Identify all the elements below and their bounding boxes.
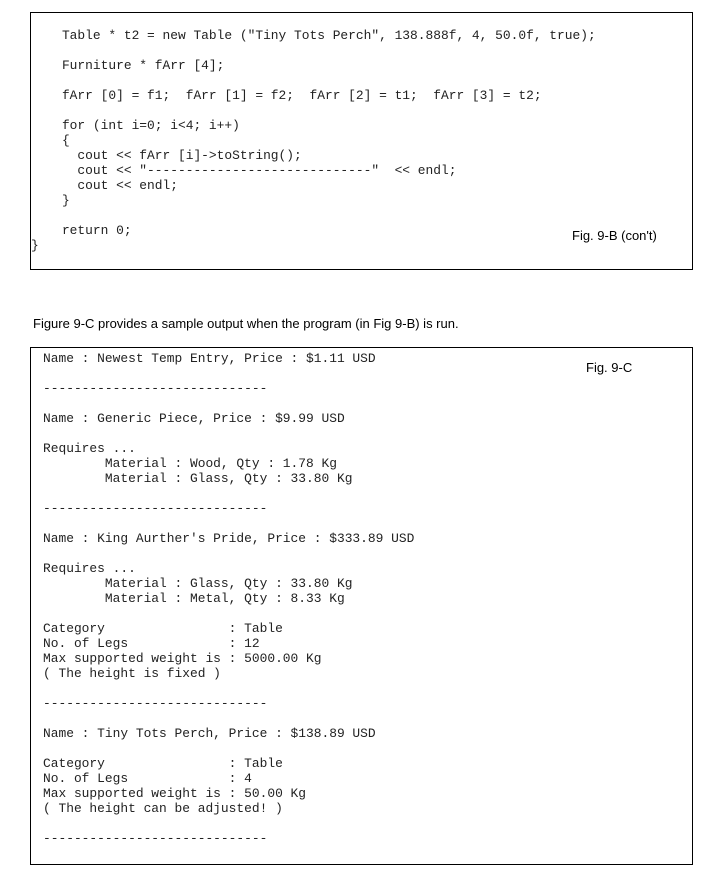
fig-c-line: ( The height can be adjusted! ): [43, 801, 283, 816]
fig-b-line: fArr [0] = f1; fArr [1] = f2; fArr [2] = t1; fArr [3] = t2;: [31, 88, 542, 103]
figure-9b-code-box: [30, 12, 693, 270]
fig-c-line: -----------------------------: [43, 381, 268, 396]
fig-b-line: cout << "-----------------------------" << endl;: [31, 163, 457, 178]
fig-c-line: Max supported weight is : 5000.00 Kg: [43, 651, 322, 666]
fig-b-line: return 0;: [31, 223, 132, 238]
fig-c-line: Name : King Aurther's Pride, Price : $333.89 USD: [43, 531, 415, 546]
figure-9c-output: [43, 351, 414, 846]
fig-c-line: Category : Table: [43, 756, 283, 771]
fig-b-line: }: [31, 193, 70, 208]
fig-c-line: -----------------------------: [43, 696, 268, 711]
fig-c-line: Requires ...: [43, 441, 136, 456]
fig-c-line: -----------------------------: [43, 501, 268, 516]
fig-b-line: Table * t2 = new Table ("Tiny Tots Perch", 138.888f, 4, 50.0f, true);: [31, 28, 596, 43]
fig-c-line: Material : Glass, Qty : 33.80 Kg: [43, 576, 353, 591]
fig-b-line: for (int i=0; i<4; i++): [31, 118, 240, 133]
fig-b-line: [31, 208, 596, 223]
fig-c-line: [43, 711, 414, 726]
fig-c-line: Material : Glass, Qty : 33.80 Kg: [43, 471, 353, 486]
fig-c-line: [43, 426, 414, 441]
fig-c-line: Name : Newest Temp Entry, Price : $1.11 USD: [43, 351, 376, 366]
figure-9b-code: [31, 13, 596, 253]
figure-9c-intro-text: Figure 9-C provides a sample output when the program (in Fig 9-B) is run.: [33, 316, 459, 331]
fig-b-line: cout << fArr [i]->toString();: [31, 148, 302, 163]
fig-b-line: [31, 73, 596, 88]
fig-b-line: {: [31, 133, 70, 148]
figure-9c-output-box: [30, 347, 693, 865]
fig-c-line: [43, 546, 414, 561]
figure-9b-caption: Fig. 9-B (con't): [572, 228, 657, 243]
fig-c-line: Category : Table: [43, 621, 283, 636]
fig-c-line: No. of Legs : 4: [43, 771, 252, 786]
fig-c-line: [43, 366, 414, 381]
fig-c-line: Material : Metal, Qty : 8.33 Kg: [43, 591, 345, 606]
fig-c-line: [43, 816, 414, 831]
fig-b-line: [31, 103, 596, 118]
fig-c-line: [43, 606, 414, 621]
fig-c-line: [43, 396, 414, 411]
fig-c-line: -----------------------------: [43, 831, 268, 846]
fig-c-line: [43, 741, 414, 756]
fig-c-line: No. of Legs : 12: [43, 636, 260, 651]
fig-c-line: Max supported weight is : 50.00 Kg: [43, 786, 307, 801]
fig-b-line: [31, 43, 596, 58]
fig-b-line: [31, 13, 596, 28]
fig-c-line: Material : Wood, Qty : 1.78 Kg: [43, 456, 337, 471]
fig-c-line: [43, 486, 414, 501]
fig-b-line: cout << endl;: [31, 178, 178, 193]
fig-c-line: Name : Generic Piece, Price : $9.99 USD: [43, 411, 345, 426]
fig-b-line: Furniture * fArr [4];: [31, 58, 225, 73]
fig-c-line: Name : Tiny Tots Perch, Price : $138.89 USD: [43, 726, 376, 741]
fig-b-line: }: [31, 238, 39, 253]
fig-c-line: [43, 681, 414, 696]
fig-c-line: [43, 516, 414, 531]
fig-c-line: ( The height is fixed ): [43, 666, 221, 681]
fig-c-line: Requires ...: [43, 561, 136, 576]
figure-9c-caption: Fig. 9-C: [586, 360, 633, 375]
